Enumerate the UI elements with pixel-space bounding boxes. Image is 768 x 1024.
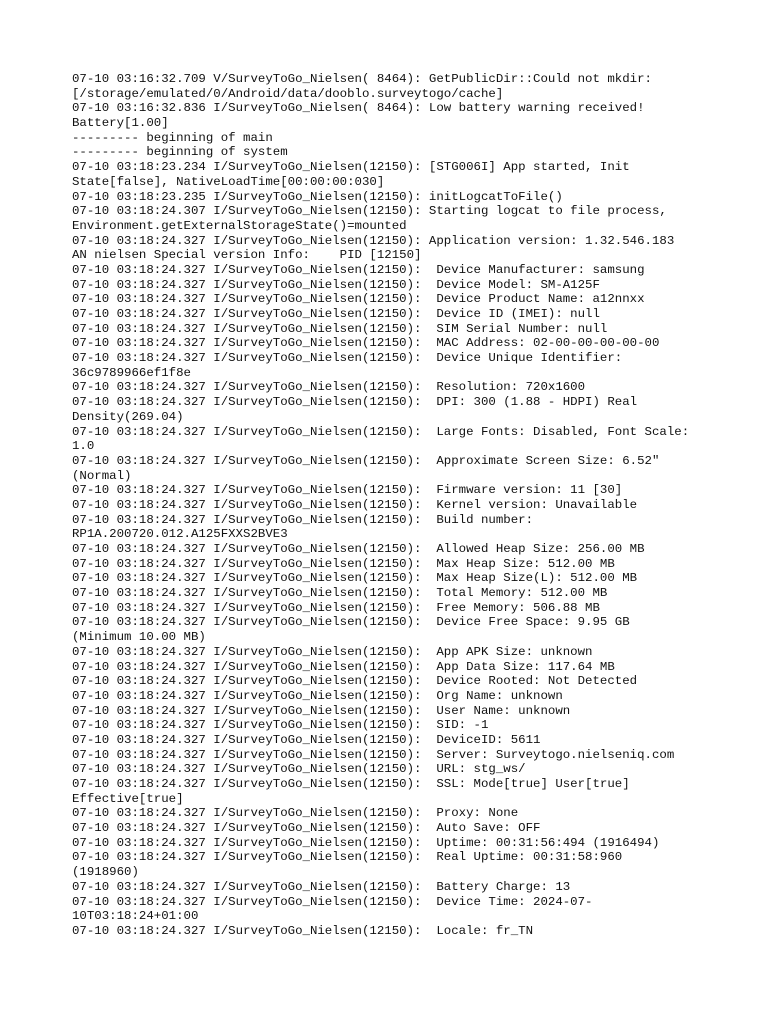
log-line: --------- beginning of system <box>72 145 288 160</box>
log-line: 07-10 03:16:32.709 V/SurveyToGo_Nielsen( 8464): GetPublicDir::Could not mkdir: <box>72 72 652 86</box>
log-line: 1.0 <box>72 439 95 454</box>
log-line: Battery[1.00] <box>72 116 169 131</box>
log-line: 07-10 03:18:24.327 I/SurveyToGo_Nielsen(12150): Device Model: SM-A125F <box>72 277 600 292</box>
log-line: 07-10 03:18:24.327 I/SurveyToGo_Nielsen(12150): Application version: 1.32.546.183 <box>72 233 675 248</box>
log-line: 07-10 03:18:24.327 I/SurveyToGo_Nielsen(12150): App APK Size: unknown <box>72 644 593 659</box>
log-line: (Minimum 10.00 MB) <box>72 630 206 645</box>
log-line: 07-10 03:18:23.235 I/SurveyToGo_Nielsen(12150): initLogcatToFile() <box>72 189 563 204</box>
log-lines <box>72 72 712 939</box>
log-line: 07-10 03:18:24.327 I/SurveyToGo_Nielsen(12150): Real Uptime: 00:31:58:960 <box>72 850 623 865</box>
log-line: 07-10 03:18:23.234 I/SurveyToGo_Nielsen(12150): [STG006I] App started, Init <box>72 160 630 175</box>
log-line: 07-10 03:18:24.327 I/SurveyToGo_Nielsen(12150): Device Rooted: Not Detected <box>72 674 638 689</box>
log-line: 07-10 03:18:24.327 I/SurveyToGo_Nielsen(12150): User Name: unknown <box>72 703 571 718</box>
log-line: 07-10 03:18:24.327 I/SurveyToGo_Nielsen(12150): Max Heap Size(L): 512.00 MB <box>72 571 638 586</box>
log-line: 07-10 03:18:24.327 I/SurveyToGo_Nielsen(12150): MAC Address: 02-00-00-00-00-00 <box>72 336 660 351</box>
log-line: 07-10 03:18:24.327 I/SurveyToGo_Nielsen(12150): Proxy: None <box>72 806 519 821</box>
log-line: 07-10 03:18:24.327 I/SurveyToGo_Nielsen(12150): SIM Serial Number: null <box>72 321 608 336</box>
log-document <box>72 72 712 939</box>
log-line: 07-10 03:18:24.327 I/SurveyToGo_Nielsen(12150): Uptime: 00:31:56:494 (1916494) <box>72 835 660 850</box>
log-line: [/storage/emulated/0/Android/data/dooblo.surveytogo/cache] <box>72 86 504 101</box>
log-line: 36c9789966ef1f8e <box>72 365 191 380</box>
log-line: (1918960) <box>72 865 139 880</box>
log-line: 07-10 03:18:24.307 I/SurveyToGo_Nielsen(12150): Starting logcat to file process, <box>72 204 667 219</box>
log-line: Density(269.04) <box>72 409 184 424</box>
log-line: 07-10 03:18:24.327 I/SurveyToGo_Nielsen(12150): Server: Surveytogo.nielseniq.com <box>72 747 675 762</box>
log-line: 07-10 03:18:24.327 I/SurveyToGo_Nielsen(12150): Resolution: 720x1600 <box>72 380 586 395</box>
log-line: State[false], NativeLoadTime[00:00:00:030] <box>72 174 385 189</box>
log-line: 07-10 03:18:24.327 I/SurveyToGo_Nielsen(12150): SSL: Mode[true] User[true] <box>72 777 630 791</box>
log-line: 07-10 03:18:24.327 I/SurveyToGo_Nielsen(12150): Max Heap Size: 512.00 MB <box>72 556 615 571</box>
log-line: AN nielsen Special version Info: PID [12150] <box>72 248 422 263</box>
log-line: --------- beginning of main <box>72 130 273 145</box>
log-line: 07-10 03:18:24.327 I/SurveyToGo_Nielsen(12150): Device Manufacturer: samsung <box>72 262 645 277</box>
log-line: 07-10 03:18:24.327 I/SurveyToGo_Nielsen(12150): DPI: 300 (1.88 - HDPI) Real <box>72 395 638 410</box>
log-line: 07-10 03:18:24.327 I/SurveyToGo_Nielsen(12150): Battery Charge: 13 <box>72 879 571 894</box>
log-line: 07-10 03:18:24.327 I/SurveyToGo_Nielsen(12150): Total Memory: 512.00 MB <box>72 586 608 601</box>
log-line: 07-10 03:18:24.327 I/SurveyToGo_Nielsen(12150): Device ID (IMEI): null <box>72 307 600 321</box>
log-line: 07-10 03:18:24.327 I/SurveyToGo_Nielsen(12150): Large Fonts: Disabled, Font Scale: <box>72 424 690 439</box>
log-line: 07-10 03:18:24.327 I/SurveyToGo_Nielsen(12150): Device Free Space: 9.95 GB <box>72 615 630 630</box>
log-line: 07-10 03:18:24.327 I/SurveyToGo_Nielsen(12150): Device Time: 2024-07- <box>72 894 593 909</box>
log-line: 07-10 03:18:24.327 I/SurveyToGo_Nielsen(12150): Auto Save: OFF <box>72 821 541 836</box>
log-line: 07-10 03:18:24.327 I/SurveyToGo_Nielsen(12150): Device Unique Identifier: <box>72 351 623 366</box>
log-line: 07-10 03:16:32.836 I/SurveyToGo_Nielsen( 8464): Low battery warning received! <box>72 101 645 116</box>
log-line: (Normal) <box>72 468 132 483</box>
log-line: 07-10 03:18:24.327 I/SurveyToGo_Nielsen(12150): Build number: <box>72 512 534 527</box>
log-line: 07-10 03:18:24.327 I/SurveyToGo_Nielsen(12150): Firmware version: 11 [30] <box>72 483 623 498</box>
log-line: RP1A.200720.012.A125FXXS2BVE3 <box>72 527 288 542</box>
log-line: 07-10 03:18:24.327 I/SurveyToGo_Nielsen(12150): Kernel version: Unavailable <box>72 497 638 512</box>
log-line: 07-10 03:18:24.327 I/SurveyToGo_Nielsen(12150): Allowed Heap Size: 256.00 MB <box>72 542 645 556</box>
log-line: 07-10 03:18:24.327 I/SurveyToGo_Nielsen(12150): Locale: fr_TN <box>72 923 534 938</box>
log-line: 10T03:18:24+01:00 <box>72 909 199 924</box>
log-line: 07-10 03:18:24.327 I/SurveyToGo_Nielsen(12150): SID: -1 <box>72 718 489 733</box>
log-line: 07-10 03:18:24.327 I/SurveyToGo_Nielsen(12150): Free Memory: 506.88 MB <box>72 600 600 615</box>
log-line: 07-10 03:18:24.327 I/SurveyToGo_Nielsen(12150): DeviceID: 5611 <box>72 732 541 747</box>
log-line: 07-10 03:18:24.327 I/SurveyToGo_Nielsen(12150): App Data Size: 117.64 MB <box>72 659 615 674</box>
log-line: 07-10 03:18:24.327 I/SurveyToGo_Nielsen(12150): Org Name: unknown <box>72 688 563 703</box>
log-line: 07-10 03:18:24.327 I/SurveyToGo_Nielsen(12150): URL: stg_ws/ <box>72 762 526 777</box>
log-line: 07-10 03:18:24.327 I/SurveyToGo_Nielsen(12150): Approximate Screen Size: 6.52" <box>72 453 660 468</box>
log-line: 07-10 03:18:24.327 I/SurveyToGo_Nielsen(12150): Device Product Name: a12nnxx <box>72 292 645 307</box>
log-line: Environment.getExternalStorageState()=mounted <box>72 218 407 233</box>
log-line: Effective[true] <box>72 791 184 806</box>
